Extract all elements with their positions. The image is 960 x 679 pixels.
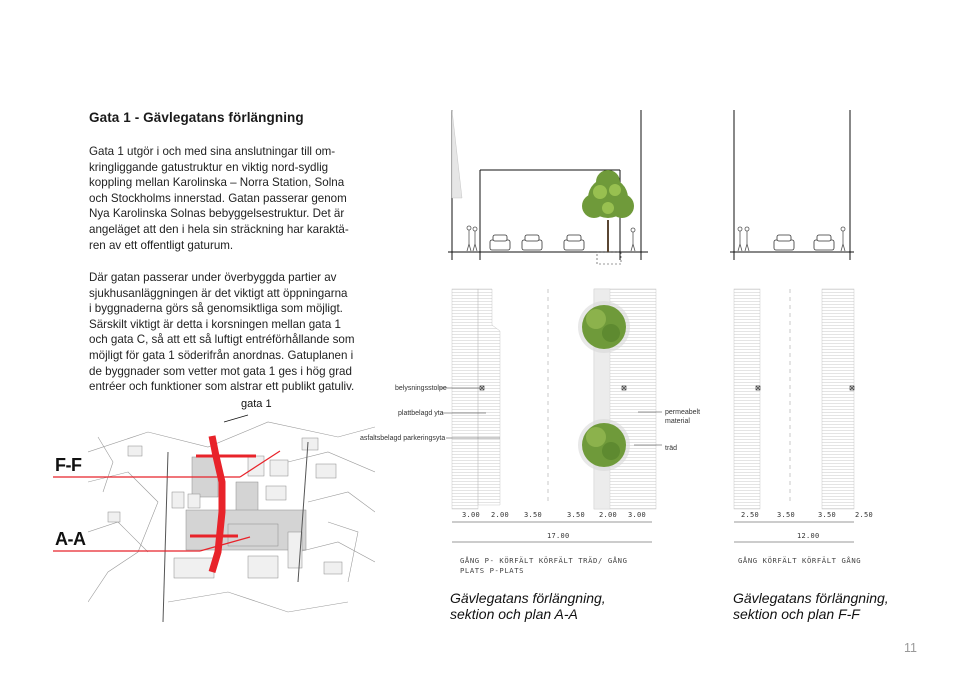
caption-ff-line1: Gävlegatans förlängning, bbox=[733, 590, 889, 606]
width-ff-2: 3.50 bbox=[777, 511, 796, 519]
section-marker-ff: F-F bbox=[55, 455, 82, 475]
label-paving: plattbelagd yta bbox=[398, 410, 444, 417]
detail-paragraph bbox=[89, 270, 359, 395]
caption-aa-line1: Gävlegatans förlängning, bbox=[450, 590, 606, 606]
text-line: entréer och funktioner som alstrar ett publikt gatuliv. bbox=[89, 380, 355, 394]
width-aa-3: 3.50 bbox=[524, 511, 543, 519]
width-aa-6: 3.00 bbox=[628, 511, 647, 519]
text-line: och Stockholms innerstad. Gatan passerar genom bbox=[89, 191, 347, 205]
text-line: Särskilt viktigt är detta i korsningen mellan gata 1 bbox=[89, 317, 341, 331]
page-title: Gata 1 - Gävlegatans förlängning bbox=[89, 110, 304, 125]
section-marker-aa: A-A bbox=[55, 529, 86, 549]
text-line: angeläget att den i hela sin sträckning har karaktä- bbox=[89, 222, 349, 236]
plan-aa bbox=[448, 285, 663, 515]
zones-aa-line2: PLATS P-PLATS bbox=[460, 566, 525, 575]
label-tree: träd bbox=[665, 445, 678, 452]
width-ff-1: 2.50 bbox=[741, 511, 760, 519]
zones-aa-line1: GÅNG P- KÖRFÄLT KÖRFÄLT TRÄD/ GÅNG bbox=[460, 556, 628, 565]
text-line: och gata C, så att ett så luftigt entréförhållande som bbox=[89, 333, 355, 347]
intro-paragraph bbox=[89, 144, 359, 253]
text-line: kringliggande gatustruktur en viktig nord-sydlig bbox=[89, 160, 329, 174]
caption-ff bbox=[733, 590, 889, 622]
section-lines bbox=[50, 445, 350, 545]
elevation-section-aa bbox=[448, 110, 658, 270]
elevation-section-ff bbox=[730, 110, 870, 270]
label-permeable-1: permeabelt bbox=[665, 409, 701, 416]
map-callout-label: gata 1 bbox=[241, 398, 272, 410]
text-line: i byggnaderna görs så genomsiktliga som möjligt. bbox=[89, 302, 343, 316]
width-aa-1: 3.00 bbox=[462, 511, 481, 519]
width-ff-3: 3.50 bbox=[818, 511, 837, 519]
text-line: Nya Karolinska Solnas bebyggelsestruktur. Det är bbox=[89, 207, 345, 221]
text-line: sjukhusanläggningen är det viktigt att öppningarna bbox=[89, 286, 348, 300]
text-line: ren av ett offentligt gaturum. bbox=[89, 238, 234, 252]
zones-ff-line1: GÅNG KÖRFÄLT KÖRFÄLT GÅNG bbox=[738, 556, 862, 565]
text-line: de byggnader som vetter mot gata 1 ges i hög grad bbox=[89, 364, 352, 378]
plan-ff bbox=[730, 285, 860, 515]
text-line: koppling mellan Karolinska – Norra Station, Solna bbox=[89, 176, 345, 190]
page-number: 11 bbox=[904, 641, 917, 655]
caption-aa bbox=[450, 590, 606, 622]
width-aa-total: 17.00 bbox=[547, 532, 570, 540]
label-permeable-2: material bbox=[665, 418, 690, 425]
text-line: möjligt för gata 1 söderifrån anordnas. Gatuplanen i bbox=[89, 348, 354, 362]
width-aa-4: 3.50 bbox=[567, 511, 586, 519]
caption-aa-line2: sektion och plan A-A bbox=[450, 606, 578, 622]
label-lamp: belysningsstolpe bbox=[395, 385, 447, 392]
width-aa-5: 2.00 bbox=[599, 511, 618, 519]
label-asphalt: asfaltsbelagd parkeringsyta bbox=[360, 435, 446, 442]
width-ff-4: 2.50 bbox=[855, 511, 874, 519]
text-line: Gata 1 utgör i och med sina anslutningar till om- bbox=[89, 145, 336, 158]
text-line: Där gatan passerar under överbyggda partier av bbox=[89, 271, 337, 284]
width-aa-2: 2.00 bbox=[491, 511, 510, 519]
width-ff-total: 12.00 bbox=[797, 532, 820, 540]
caption-ff-line2: sektion och plan F-F bbox=[733, 606, 860, 622]
